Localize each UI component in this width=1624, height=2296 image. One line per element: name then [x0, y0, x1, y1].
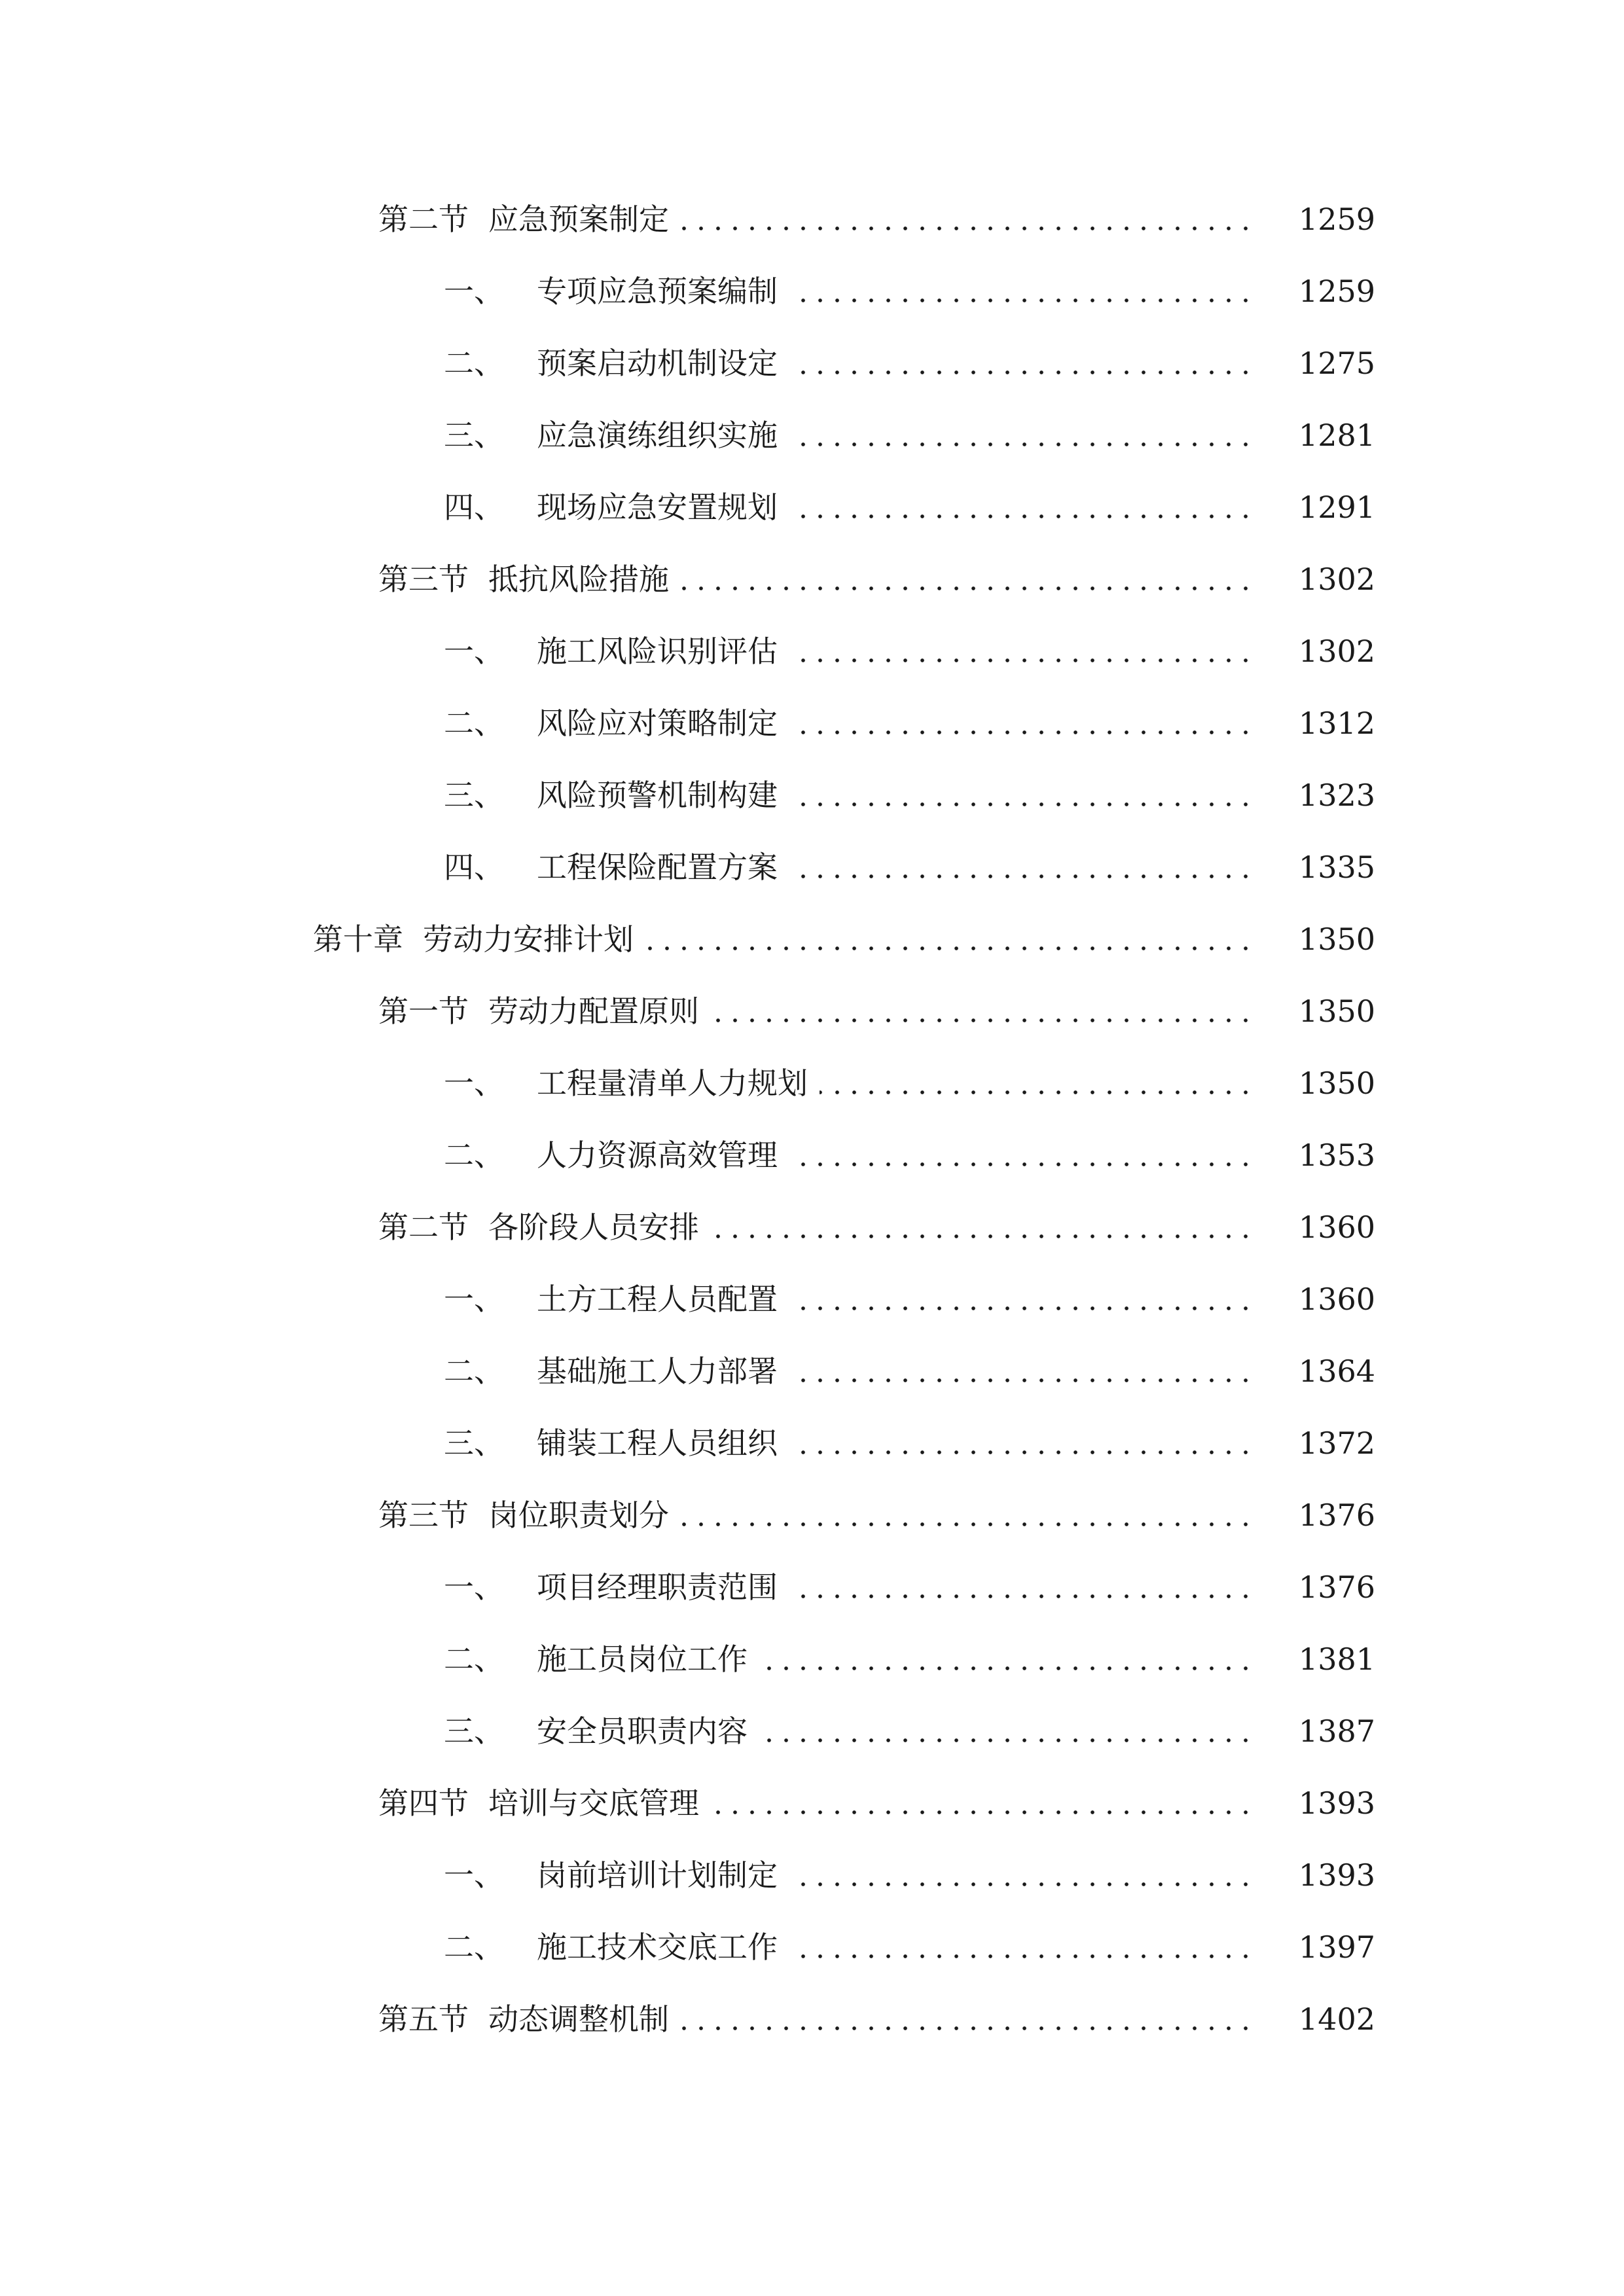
- entry-title: 工程保险配置方案: [537, 850, 778, 885]
- dot-leader: [711, 1777, 1254, 1829]
- entry-number: 四、: [444, 490, 504, 525]
- dot-leader: [789, 1417, 1254, 1469]
- entry-number: 一、: [444, 1857, 504, 1893]
- page-number: 1350: [1298, 994, 1375, 1029]
- dot-leader: [681, 553, 1254, 605]
- page-number: 1360: [1298, 1282, 1375, 1317]
- entry-number: 一、: [444, 1570, 504, 1605]
- entry-number: 一、: [444, 1066, 504, 1101]
- toc-entry[interactable]: [0, 193, 1624, 265]
- toc-entry[interactable]: [0, 1417, 1624, 1489]
- entry-title: 培训与交底管理: [488, 1785, 699, 1821]
- entry-number: 三、: [444, 1713, 504, 1749]
- entry-number: 二、: [444, 1929, 504, 1965]
- entry-number: 二、: [444, 1138, 504, 1173]
- toc-entry[interactable]: [0, 1273, 1624, 1345]
- toc-entry[interactable]: [0, 913, 1624, 985]
- dot-leader: [789, 697, 1254, 749]
- toc-entry[interactable]: [0, 553, 1624, 625]
- toc-entry[interactable]: [0, 985, 1624, 1057]
- dot-leader: [789, 1561, 1254, 1613]
- dot-leader: [820, 1057, 1254, 1109]
- dot-leader: [789, 409, 1254, 461]
- dot-leader: [789, 769, 1254, 821]
- entry-number: 三、: [444, 778, 504, 813]
- entry-number: 一、: [444, 274, 504, 309]
- entry-number: 三、: [444, 418, 504, 453]
- page-number: 1350: [1298, 1066, 1375, 1101]
- dot-leader: [681, 1489, 1254, 1541]
- entry-title: 土方工程人员配置: [537, 1282, 778, 1317]
- dot-leader: [789, 265, 1254, 317]
- entry-title: 岗前培训计划制定: [537, 1857, 778, 1893]
- dot-leader: [681, 1993, 1254, 2045]
- toc-entry[interactable]: [0, 1057, 1624, 1129]
- page-number: 1323: [1298, 778, 1375, 813]
- toc-entry[interactable]: [0, 1489, 1624, 1561]
- dot-leader: [789, 1129, 1254, 1181]
- entry-title: 人力资源高效管理: [537, 1138, 778, 1173]
- toc-entry[interactable]: [0, 625, 1624, 697]
- entry-number: 一、: [444, 1282, 504, 1317]
- entry-number: 四、: [444, 850, 504, 885]
- page-number: 1360: [1298, 1210, 1375, 1245]
- toc-entry[interactable]: [0, 481, 1624, 553]
- dot-leader: [789, 1345, 1254, 1397]
- entry-title: 岗位职责划分: [488, 1498, 669, 1533]
- toc-entry[interactable]: [0, 697, 1624, 769]
- entry-title: 施工技术交底工作: [537, 1929, 778, 1965]
- page-number: 1259: [1298, 202, 1375, 237]
- page-number: 1275: [1298, 346, 1375, 381]
- toc-entry[interactable]: [0, 1849, 1624, 1921]
- entry-title: 抵抗风险措施: [488, 562, 669, 597]
- page-number: 1393: [1298, 1857, 1375, 1893]
- page-number: 1381: [1298, 1641, 1375, 1677]
- entry-number: 第一节: [378, 994, 469, 1029]
- toc-entry[interactable]: [0, 1201, 1624, 1273]
- entry-number: 第三节: [378, 562, 469, 597]
- entry-title: 应急演练组织实施: [537, 418, 778, 453]
- page-number: 1302: [1298, 562, 1375, 597]
- dot-leader: [759, 1705, 1254, 1757]
- dot-leader: [789, 337, 1254, 389]
- toc-entry[interactable]: [0, 1561, 1624, 1633]
- dot-leader: [789, 1921, 1254, 1973]
- entry-number: 二、: [444, 706, 504, 741]
- entry-title: 施工员岗位工作: [537, 1641, 748, 1677]
- dot-leader: [789, 1273, 1254, 1325]
- dot-leader: [789, 481, 1254, 533]
- page-number: 1397: [1298, 1929, 1375, 1965]
- dot-leader: [645, 913, 1254, 965]
- dot-leader: [711, 1201, 1254, 1253]
- entry-number: 第五节: [378, 2001, 469, 2037]
- dot-leader: [789, 841, 1254, 893]
- toc-entry[interactable]: [0, 265, 1624, 337]
- entry-title: 现场应急安置规划: [537, 490, 778, 525]
- entry-number: 二、: [444, 346, 504, 381]
- entry-title: 专项应急预案编制: [537, 274, 778, 309]
- page-number: 1353: [1298, 1138, 1375, 1173]
- page-number: 1302: [1298, 634, 1375, 669]
- entry-title: 风险预警机制构建: [537, 778, 778, 813]
- entry-title: 施工风险识别评估: [537, 634, 778, 669]
- toc-entry[interactable]: [0, 1993, 1624, 2065]
- entry-title: 项目经理职责范围: [537, 1570, 778, 1605]
- entry-title: 劳动力安排计划: [423, 922, 634, 957]
- entry-number: 第四节: [378, 1785, 469, 1821]
- page-number: 1312: [1298, 706, 1375, 741]
- toc-entry[interactable]: [0, 1705, 1624, 1777]
- page-number: 1376: [1298, 1570, 1375, 1605]
- entry-number: 二、: [444, 1641, 504, 1677]
- entry-title: 应急预案制定: [488, 202, 669, 237]
- toc-entry[interactable]: [0, 841, 1624, 913]
- dot-leader: [681, 193, 1254, 245]
- entry-title: 风险应对策略制定: [537, 706, 778, 741]
- entry-title: 预案启动机制设定: [537, 346, 778, 381]
- page-number: 1402: [1298, 2001, 1375, 2037]
- entry-title: 安全员职责内容: [537, 1713, 748, 1749]
- entry-number: 第二节: [378, 1210, 469, 1245]
- page-number: 1291: [1298, 490, 1375, 525]
- entry-number: 第三节: [378, 1498, 469, 1533]
- page-number: 1393: [1298, 1785, 1375, 1821]
- toc-entry[interactable]: [0, 337, 1624, 409]
- entry-number: 第二节: [378, 202, 469, 237]
- page-number: 1281: [1298, 418, 1375, 453]
- entry-title: 动态调整机制: [488, 2001, 669, 2037]
- toc-entry[interactable]: [0, 1633, 1624, 1705]
- page-number: 1335: [1298, 850, 1375, 885]
- page-number: 1372: [1298, 1426, 1375, 1461]
- entry-title: 劳动力配置原则: [488, 994, 699, 1029]
- page-number: 1376: [1298, 1498, 1375, 1533]
- entry-title: 工程量清单人力规划: [537, 1066, 808, 1101]
- toc-entry[interactable]: [0, 1129, 1624, 1201]
- dot-leader: [789, 625, 1254, 677]
- entry-number: 一、: [444, 634, 504, 669]
- page-number: 1387: [1298, 1713, 1375, 1749]
- page-number: 1259: [1298, 274, 1375, 309]
- toc-entry[interactable]: [0, 409, 1624, 481]
- entry-number: 二、: [444, 1354, 504, 1389]
- toc-entry[interactable]: [0, 1345, 1624, 1417]
- dot-leader: [789, 1849, 1254, 1901]
- toc-entry[interactable]: [0, 1777, 1624, 1849]
- dot-leader: [759, 1633, 1254, 1685]
- entry-title: 铺装工程人员组织: [537, 1426, 778, 1461]
- dot-leader: [711, 985, 1254, 1037]
- toc-entry[interactable]: [0, 1921, 1624, 1993]
- entry-title: 基础施工人力部署: [537, 1354, 778, 1389]
- entry-title: 各阶段人员安排: [488, 1210, 699, 1245]
- page-number: 1364: [1298, 1354, 1375, 1389]
- toc-entry[interactable]: [0, 769, 1624, 841]
- entry-number: 三、: [444, 1426, 504, 1461]
- entry-number: 第十章: [313, 922, 403, 957]
- page-number: 1350: [1298, 922, 1375, 957]
